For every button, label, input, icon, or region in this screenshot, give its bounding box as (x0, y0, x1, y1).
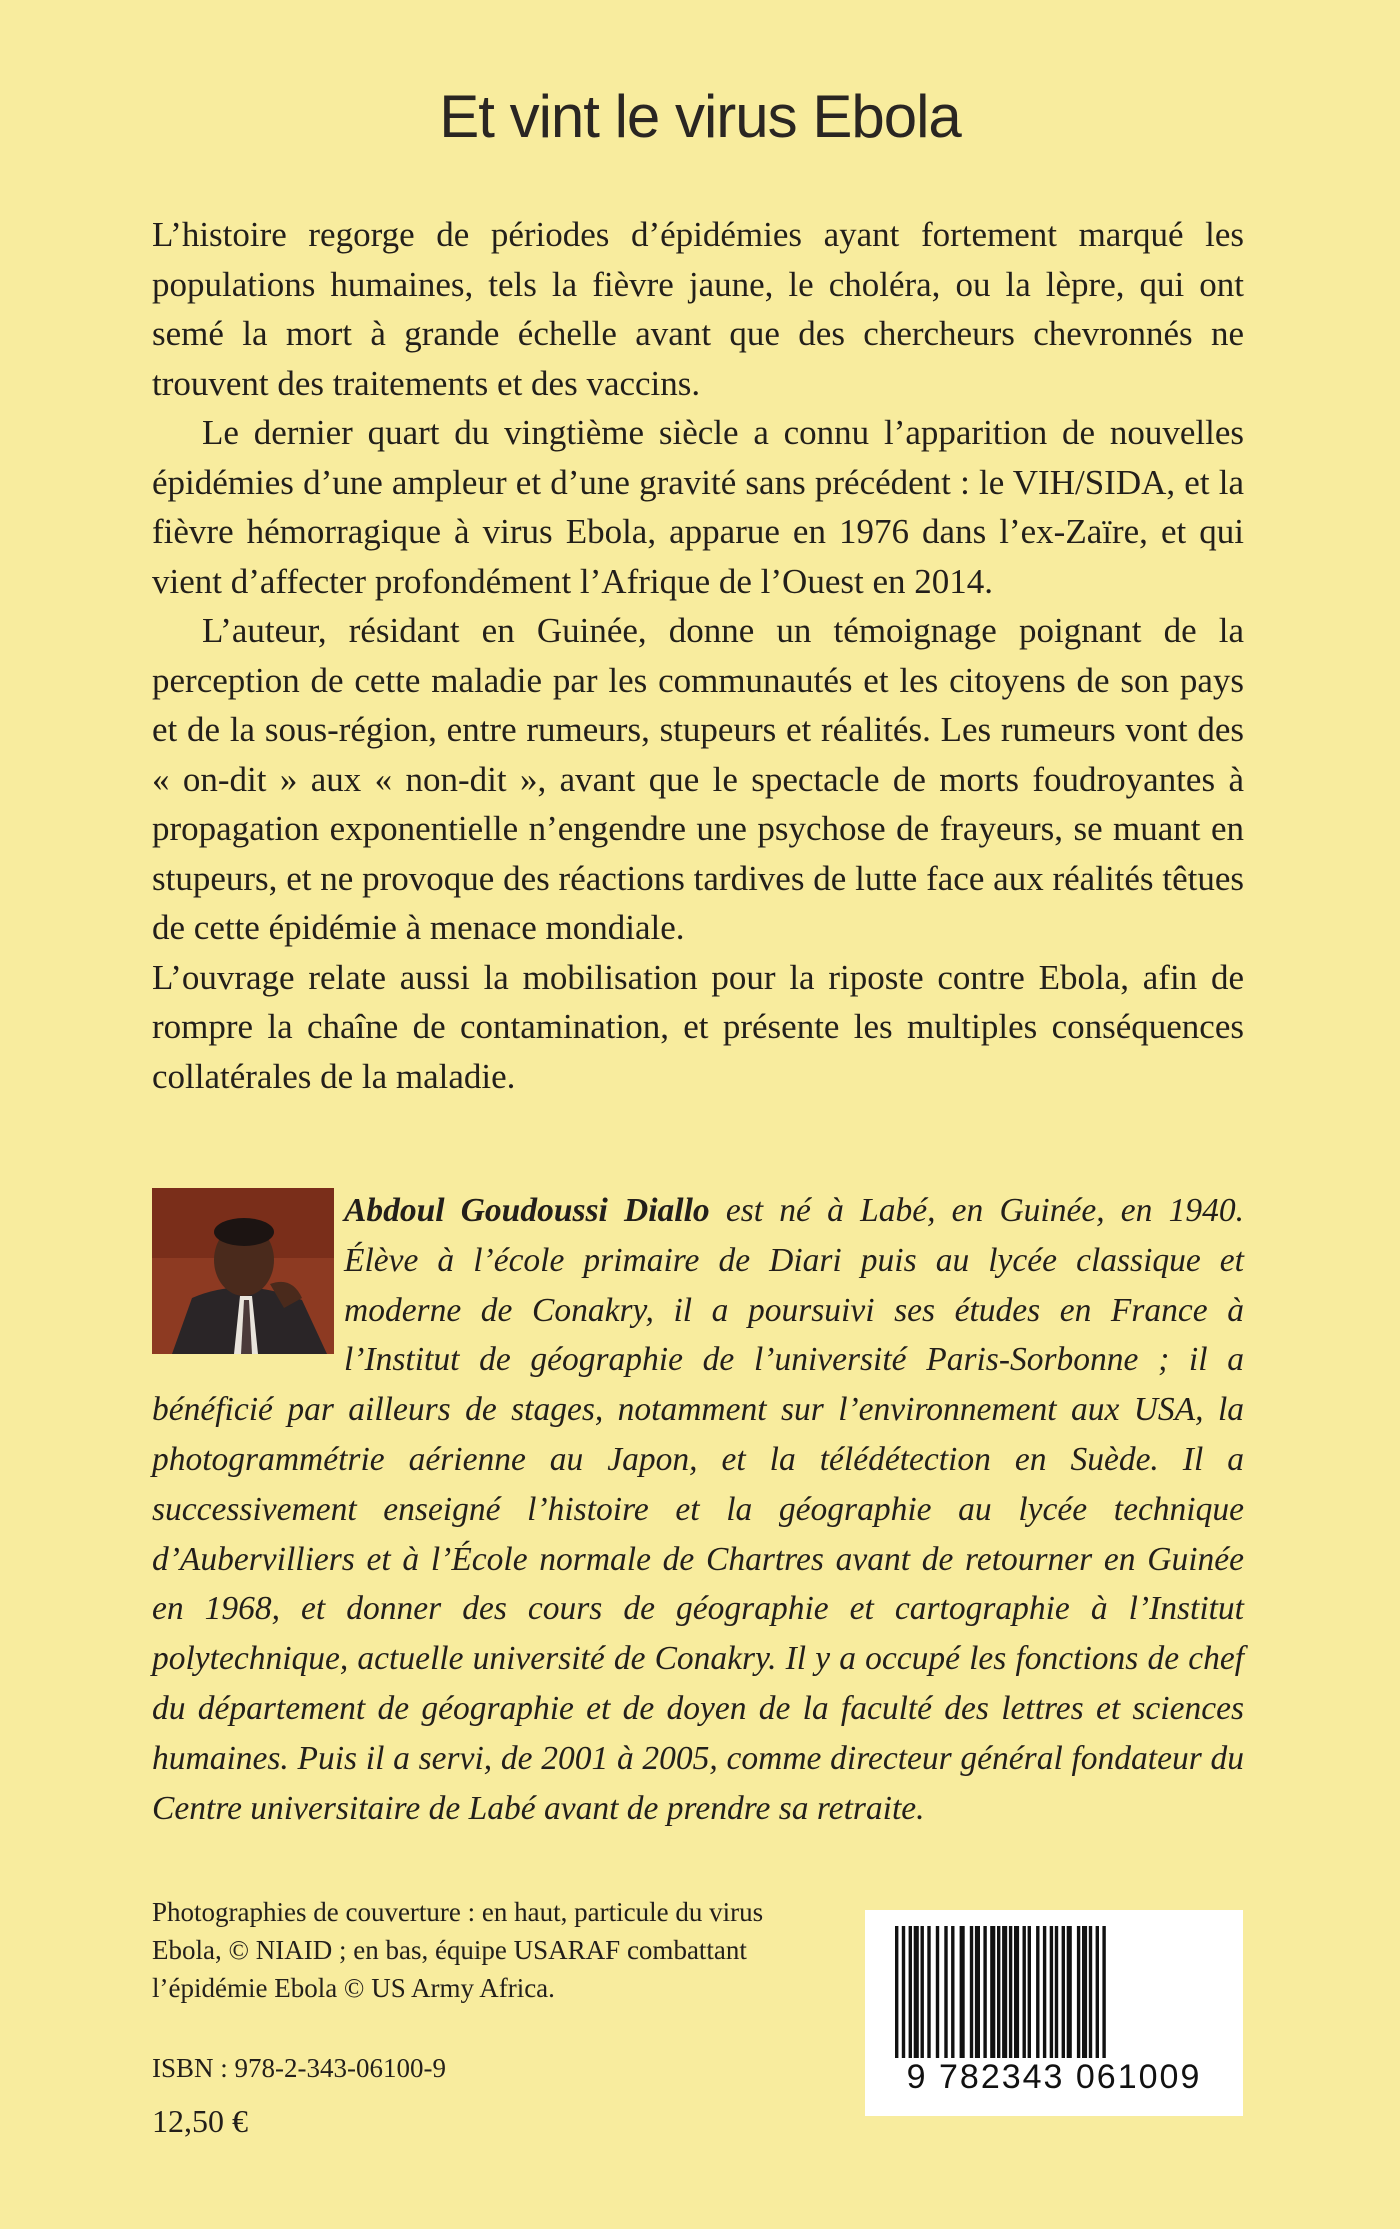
blurb-paragraph-4: L’ouvrage relate aussi la mobilisation pour la riposte contre Ebola, afin de rompre la chaîne de contamination, et présente les multiples conséquences collatérales de la maladie. (152, 957, 1244, 1096)
barcode-bar (1089, 1926, 1092, 2058)
back-cover-blurb (152, 210, 1244, 1101)
barcode-bar (1062, 1926, 1065, 2058)
barcode-bar (1009, 1926, 1012, 2058)
barcode-bar (909, 1926, 912, 2058)
barcode-bar (1102, 1926, 1105, 2058)
barcode-bar (1014, 1926, 1019, 2058)
barcode-bar (990, 1926, 995, 2058)
barcode-bar (1096, 1926, 1099, 2058)
barcode-bar (970, 1926, 973, 2058)
barcode-bars (891, 1926, 1217, 2058)
barcode-bar (1002, 1926, 1007, 2058)
author-name: Abdoul Goudoussi Diallo (344, 1192, 710, 1229)
price: 12,50 € (152, 2103, 248, 2139)
barcode-bar (921, 1926, 924, 2058)
barcode-bar (983, 1926, 986, 2058)
photo-credits: Photographies de couverture : en haut, particule du virus Ebola, © NIAID ; en bas, équipe USARAF combattant l’épidémie Ebola © US Army Africa. (152, 1897, 764, 2003)
barcode-bar (975, 1926, 980, 2058)
barcode-bar (1055, 1926, 1058, 2058)
book-title: Et vint le virus Ebola (439, 83, 961, 150)
barcode-bar (1043, 1926, 1046, 2058)
barcode-bar (927, 1926, 930, 2058)
barcode-bar (1028, 1926, 1031, 2058)
barcode-bar (895, 1926, 898, 2058)
author-biography (152, 1186, 1244, 1833)
barcode-bar (1077, 1926, 1080, 2058)
barcode-bar (960, 1926, 965, 2058)
barcode (865, 1910, 1243, 2116)
barcode-bar (1082, 1926, 1087, 2058)
barcode-bar (944, 1926, 947, 2058)
barcode-bar (951, 1926, 954, 2058)
barcode-bar (1067, 1926, 1072, 2058)
photo-spacer (152, 1186, 344, 1358)
barcode-bar (997, 1926, 1000, 2058)
barcode-bar (914, 1926, 919, 2058)
isbn: ISBN : 978-2-343-06100-9 (152, 2053, 446, 2083)
barcode-bar (1023, 1926, 1026, 2058)
author-bio-text: est né à Labé, en Guinée, en 1940. Élève à l’école primaire de Diari puis au lycée classique et moderne de Conakry, il a poursuivi ses études en France à l’Institut de géographie de l’université Paris-Sorbonne ; il a bénéficié par ailleurs de stages, notamment sur l’environnement aux USA, la photogrammétrie aérienne au Japon, et la télédétection en Suède. Il a successivement enseigné l’histoire et la géographie au lycée technique d’Aubervilliers et à l’École normale de Chartres avant de retourner en Guinée en 1968, et donner des cours de géographie et cartographie à l’Institut polytechnique, actuelle université de Conakry. Il y a occupé les fonctions de chef du département de géographie et de doyen de la faculté des lettres et sciences humaines. Puis il a servi, de 2001 à 2005, comme directeur général fondateur du Centre universitaire de Labé avant de prendre sa retraite. (152, 1192, 1245, 1827)
barcode-bar (1050, 1926, 1053, 2058)
blurb-paragraph-2: Le dernier quart du vingtième siècle a connu l’apparition de nouvelles épidémies d’une ampleur et d’une gravité sans précédent : le VIH/SIDA, et la fièvre hémorragique à virus Ebola, apparue en 1976 dans l’ex-Zaïre, et qui vient d’affecter profondément l’Afrique de l’Ouest en 2014. (152, 413, 1244, 601)
barcode-bar (1036, 1926, 1039, 2058)
barcode-bar (902, 1926, 905, 2058)
barcode-bar (936, 1926, 939, 2058)
blurb-paragraph-1: L’histoire regorge de périodes d’épidémies ayant fortement marqué les populations humaines, tels la fièvre jaune, le choléra, ou la lèpre, qui ont semé la mort à grande échelle avant que des chercheurs chevronnés ne trouvent des traitements et des vaccins. (152, 215, 1244, 403)
barcode-digits: 9 782343 061009 (906, 2058, 1202, 2096)
blurb-paragraph-3: L’auteur, résidant en Guinée, donne un témoignage poignant de la perception de cette maladie par les communautés et les citoyens de son pays et de la sous-région, entre rumeurs, stupeurs et réalités. Les rumeurs vont des « on-dit » aux « non-dit », avant que le spectacle de morts foudroyantes à propagation exponentielle n’engendre une psychose de frayeurs, se muant en stupeurs, et ne provoque des réactions tardives de lutte face aux réalités têtues de cette épidémie à menace mondiale. (152, 611, 1244, 947)
